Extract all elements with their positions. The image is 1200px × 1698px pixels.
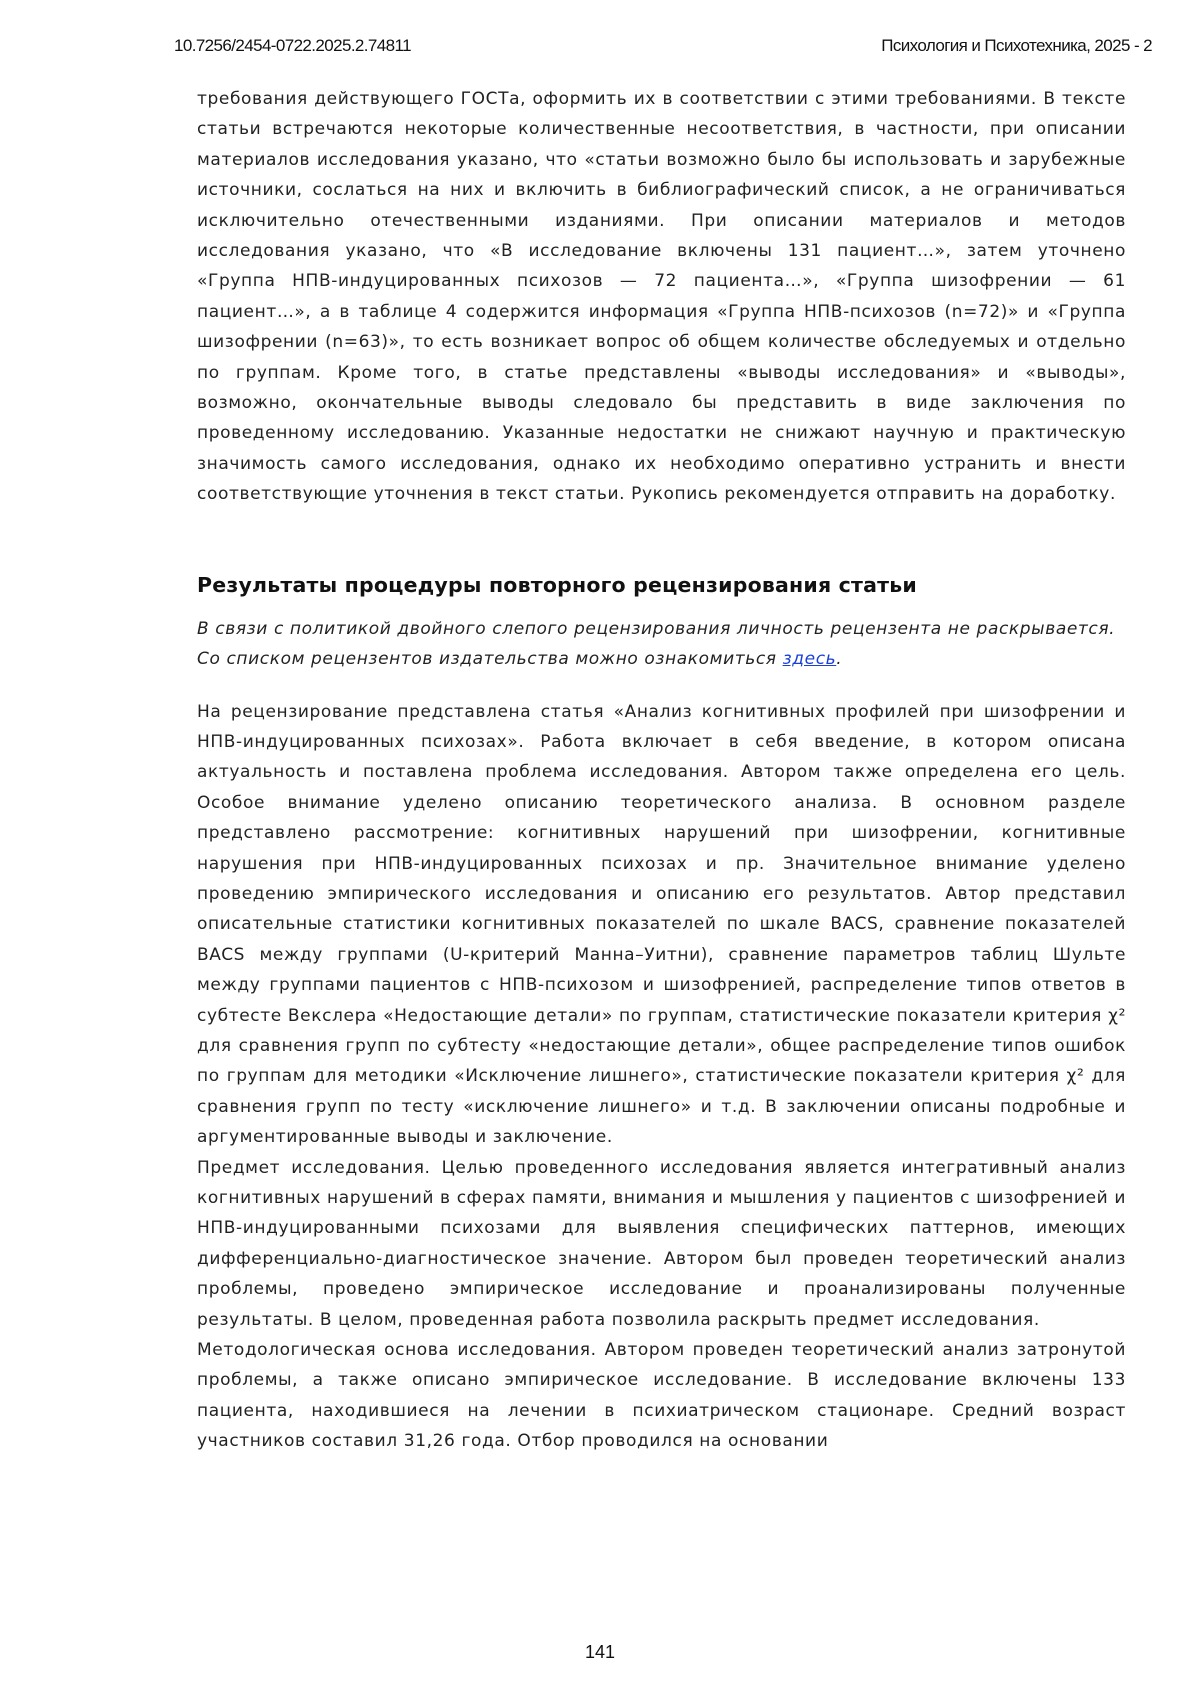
- blind-review-note: [197, 614, 1126, 675]
- running-header: [174, 36, 1152, 60]
- review-paragraph: Предмет исследования. Целью проведенного исследования является интегративный анализ когнитивных нарушений в сферах памяти, внимания и мышления у пациентов с шизофренией и НПВ-индуцированными психозами для выявления специфических паттернов, имеющих дифференциально-диагностическое значение. Автором был проведен теоретический анализ проблемы, проведено эмпирическое исследование и проанализированы полученные результаты. В целом, проведенная работа позволила раскрыть предмет исследования.: [197, 1157, 1126, 1330]
- review-paragraph: На рецензирование представлена статья «Анализ когнитивных профилей при шизофрении и НПВ-индуцированных психозах». Работа включает в себя введение, в котором описана актуальность и поставлена проблема исследования. Автором также определена его цель. Особое внимание уделено описанию теоретического анализа. В основном разделе представлено рассмотрение: когнитивных нарушений при шизофрении, когнитивные нарушения при НПВ-индуцированных психозах и пр. Значительное внимание уделено проведению эмпирического исследования и описанию его результатов. Автор представил описательные статистики когнитивных показателей по шкале BACS, сравнение показателей BACS между группами (U-критерий Манна–Уитни), сравнение параметров таблиц Шульте между группами пациентов с НПВ-психозом и шизофренией, распределение типов ответов в субтесте Векслера «Недостающие детали» по группам, статистические показатели критерия χ² для сравнения групп по субтесту «недостающие детали», общее распределение типов ошибок по группам для методики «Исключение лишнего», статистические показатели критерия χ² для сравнения групп по тесту «исключение лишнего» и т.д. В заключении описаны подробные и аргументированные выводы и заключение.: [197, 701, 1126, 1148]
- reviewers-list-link[interactable]: здесь: [782, 649, 837, 670]
- intro-paragraph: требования действующего ГОСТа, оформить их в соответствии с этими требованиями. В тексте статьи встречаются некоторые количественные несоответствия, в частности, при описании материалов исследования указано, что «статьи возможно было бы использовать и зарубежные источники, сослаться на них и включить в библиографический список, а не ограничиваться исключительно отечественными изданиями. При описании материалов и методов исследования указано, что «В исследование включены 131 пациент…», затем уточнено «Группа НПВ-индуцированных психозов — 72 пациента…», «Группа шизофрении — 61 пациент…», а в таблице 4 содержится информация «Группа НПВ-психозов (n=72)» и «Группа шизофрении (n=63)», то есть возникает вопрос об общем количестве обследуемых и отдельно по группам. Кроме того, в статье представлены «выводы исследования» и «выводы», возможно, окончательные выводы следовало бы представить в виде заключения по проведенному исследованию. Указанные недостатки не снижают научную и практическую значимость самого исследования, однако их необходимо оперативно устранить и внести соответствующие уточнения в текст статьи. Рукопись рекомендуется отправить на доработку.: [197, 89, 1126, 505]
- blind-review-note-line: В связи с политикой двойного слепого рецензирования личность рецензента не раскрывается.: [197, 618, 1116, 639]
- reviewers-list-note: [197, 644, 1126, 674]
- article-body: [197, 84, 1126, 1457]
- reviewers-list-text: Со списком рецензентов издательства можно ознакомиться: [197, 649, 783, 670]
- section-heading: Результаты процедуры повторного рецензирования статьи: [197, 572, 917, 597]
- journal-issue-label: Психология и Психотехника, 2025 - 2: [881, 36, 1152, 55]
- page-number: 141: [584, 1642, 616, 1662]
- doi-label: 10.7256/2454-0722.2025.2.74811: [174, 36, 411, 55]
- review-text: [197, 697, 1126, 1457]
- review-paragraph: Методологическая основа исследования. Автором проведен теоретический анализ затронутой проблемы, а также описано эмпирическое исследование. В исследование включены 133 пациента, находившиеся на лечении в психиатрическом стационаре. Средний возраст участников составил 31,26 года. Отбор проводился на основании: [197, 1340, 1126, 1452]
- reviewers-list-suffix: .: [836, 649, 843, 670]
